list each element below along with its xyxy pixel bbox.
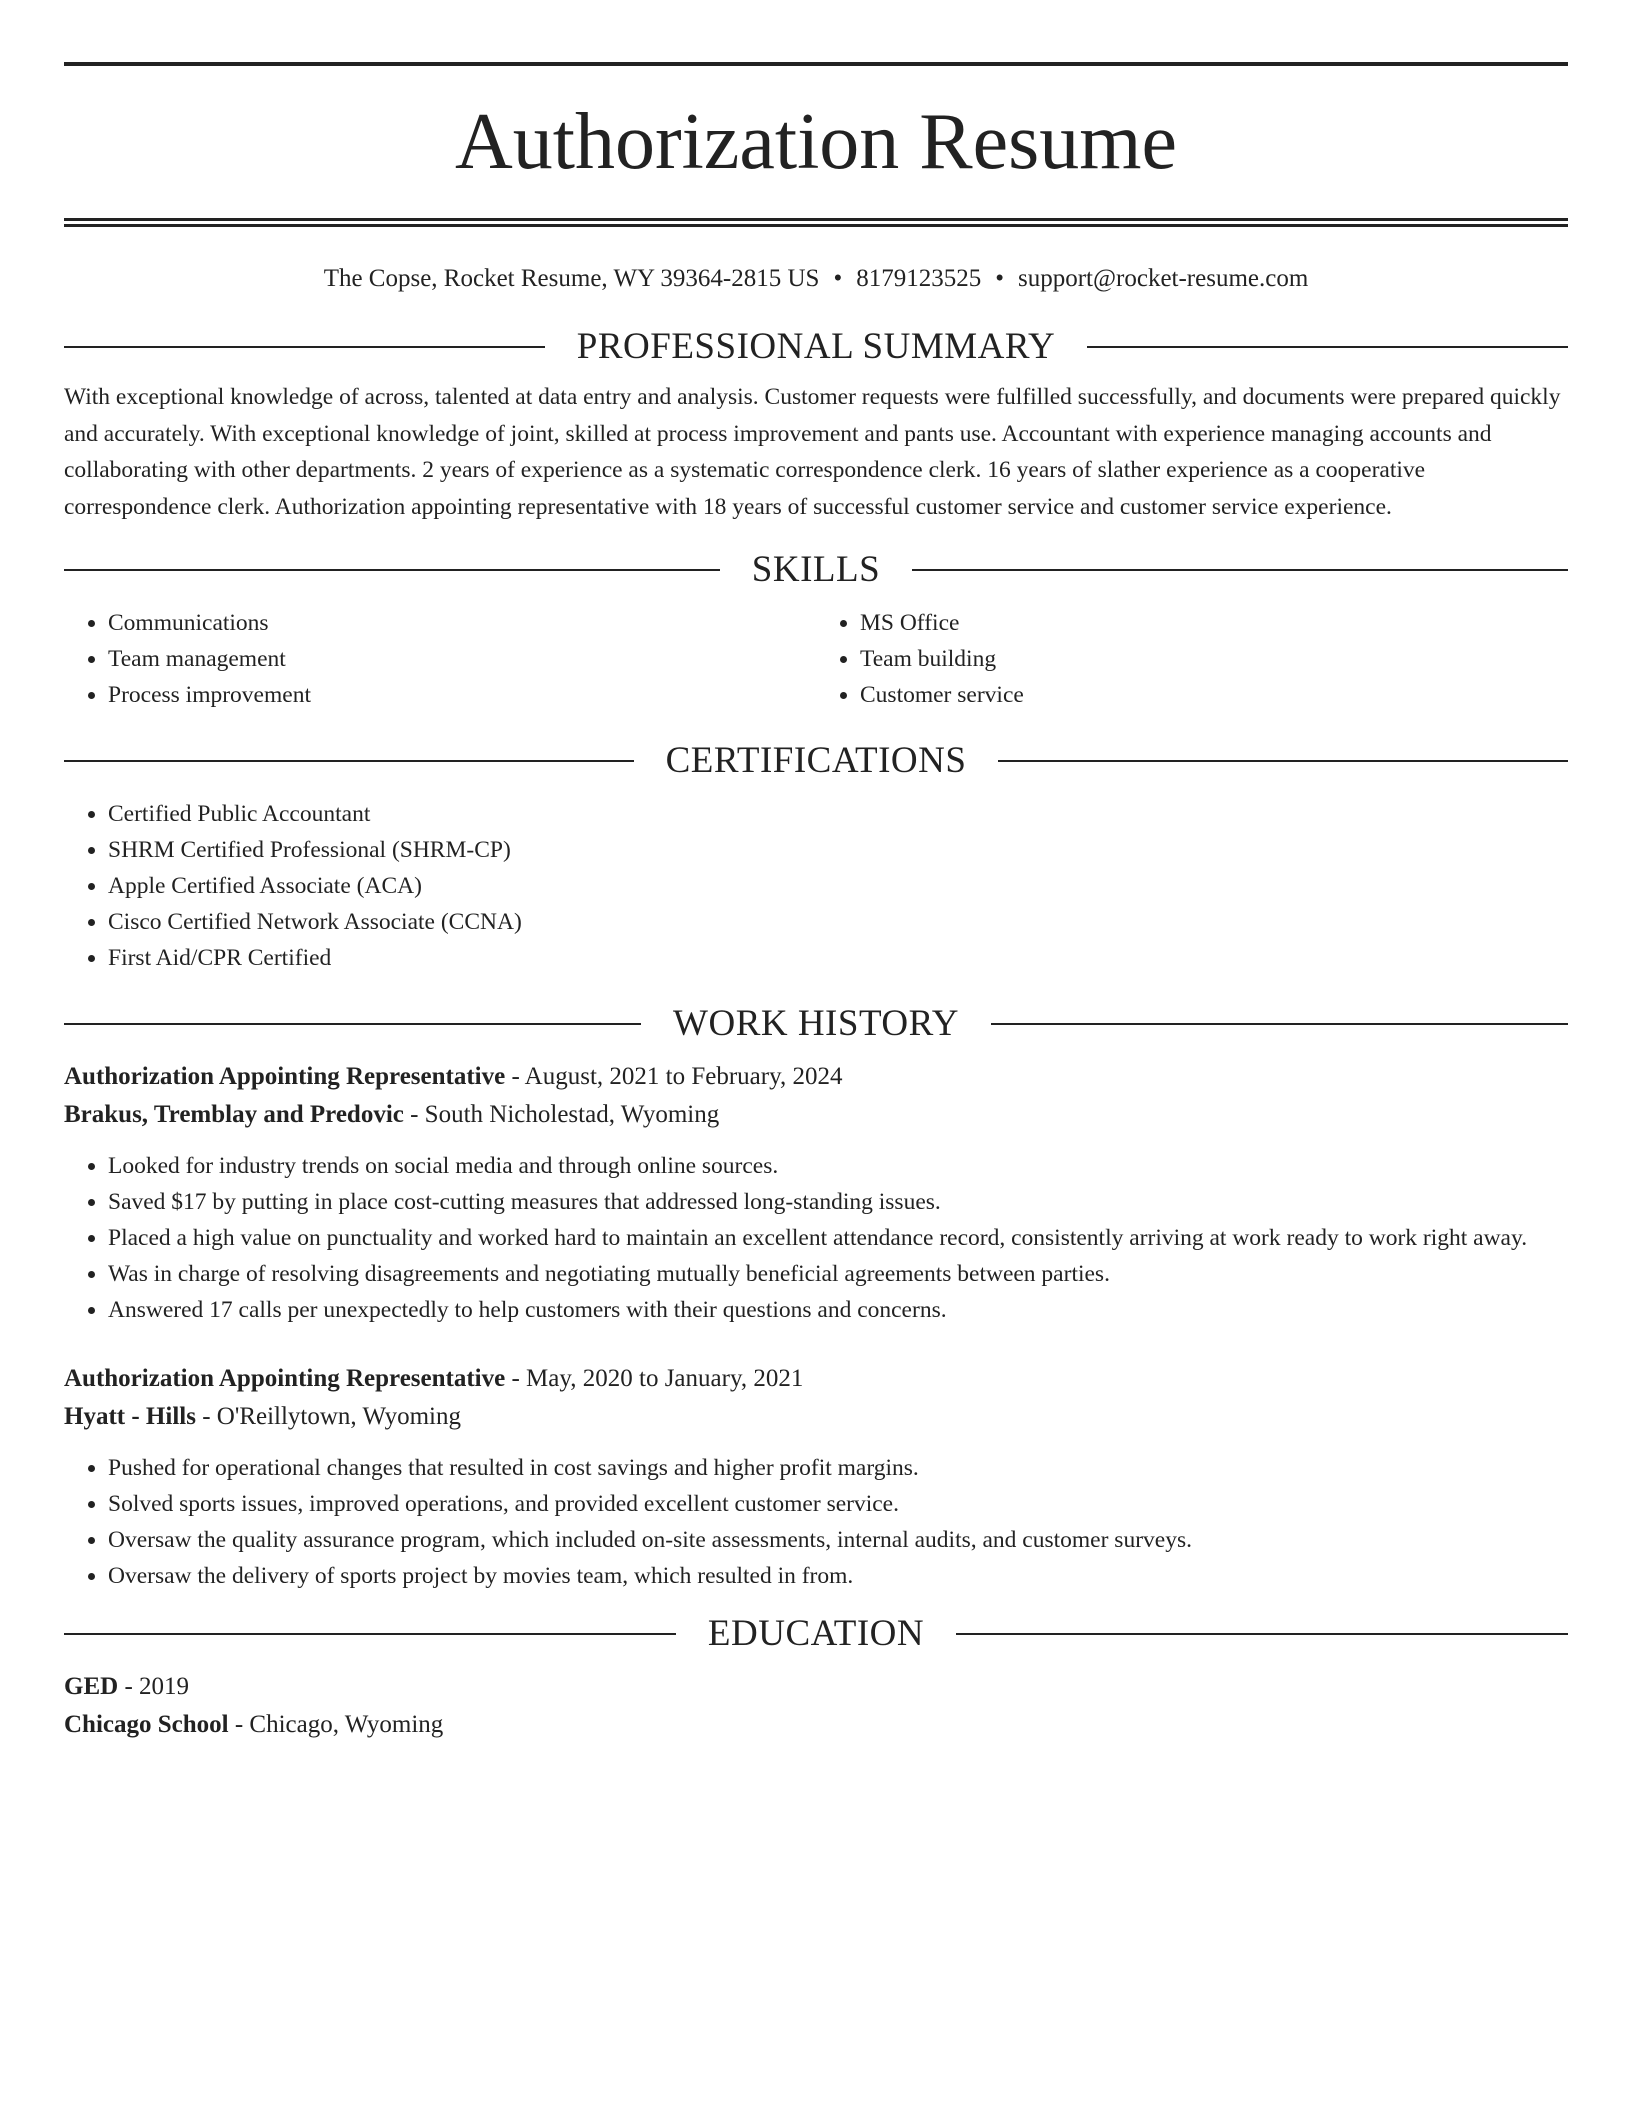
education-location: - Chicago, Wyoming <box>228 1711 444 1738</box>
job-location: - South Nicholestad, Wyoming <box>403 1101 720 1128</box>
job-bullet: • Placed a high value on punctuality and worked hard to maintain an excellent attendance record, consistently arriving at work ready to work right away. <box>108 1220 1568 1256</box>
title-double-rule <box>64 218 1568 227</box>
work-history-heading <box>64 1002 1568 1046</box>
job-bullet: • Answered 17 calls per unexpectedly to help customers with their questions and concerns. <box>108 1292 1568 1328</box>
certification-item: • Certified Public Accountant <box>108 796 1568 832</box>
certifications-heading <box>64 739 1568 783</box>
job-bullets <box>64 1148 1568 1328</box>
skill-item: • Communications <box>108 605 816 641</box>
certifications-list <box>64 796 1568 976</box>
top-rule <box>64 62 1568 66</box>
heading-rule-right <box>991 1023 1568 1025</box>
job-dates: - August, 2021 to February, 2024 <box>505 1063 843 1090</box>
certification-item: • First Aid/CPR Certified <box>108 940 1568 976</box>
heading-rule-right <box>912 569 1568 571</box>
skill-item: • MS Office <box>860 605 1568 641</box>
job-bullet: • Saved $17 by putting in place cost-cutting measures that addressed long-standing issues. <box>108 1184 1568 1220</box>
job-location: - O'Reillytown, Wyoming <box>195 1403 461 1430</box>
certification-item: • Apple Certified Associate (ACA) <box>108 868 1568 904</box>
job-title-line <box>64 1058 1568 1096</box>
summary-heading-label: PROFESSIONAL SUMMARY <box>576 326 1056 367</box>
heading-rule-left <box>64 346 545 348</box>
skill-item: • Team building <box>860 641 1568 677</box>
skills-list-left <box>64 605 816 713</box>
job-entry <box>64 1058 1568 1328</box>
heading-rule-left <box>64 569 720 571</box>
skills-list-right <box>816 605 1568 713</box>
job-title-line <box>64 1360 1568 1398</box>
education-degree-line <box>64 1668 1568 1706</box>
education-year: - 2019 <box>118 1673 190 1700</box>
education-school-line <box>64 1706 1568 1744</box>
job-company: Hyatt - Hills <box>64 1403 196 1430</box>
contact-phone: 8179123525 <box>856 265 982 292</box>
contact-line <box>64 264 1568 294</box>
certification-item: • Cisco Certified Network Associate (CCNA) <box>108 904 1568 940</box>
skill-item: • Team management <box>108 641 816 677</box>
work-history-heading-label: WORK HISTORY <box>673 1003 959 1044</box>
heading-rule-right <box>1087 346 1568 348</box>
resume-title: Authorization Resume <box>454 98 1178 186</box>
job-company-line <box>64 1096 1568 1134</box>
education-entry <box>64 1668 1568 1744</box>
contact-email: support@rocket-resume.com <box>1018 265 1309 292</box>
certification-item: • SHRM Certified Professional (SHRM-CP) <box>108 832 1568 868</box>
summary-text: With exceptional knowledge of across, talented at data entry and analysis. Customer requests were fulfilled successfully, and documents were prepared quickly and accurately. With exceptional knowledge of joint, skilled at process improvement and pants use. Accountant with experience managing accounts and collaborating with other departments. 2 years of experience as a systematic correspondence clerk. 16 years of slather experience as a cooperative correspondence clerk. Authorization appointing representative with 18 years of successful customer service and customer service experience. <box>64 384 1561 520</box>
skills-grid <box>64 605 1568 713</box>
job-company: Brakus, Tremblay and Predovic <box>64 1101 404 1128</box>
job-bullet: • Oversaw the quality assurance program, which included on-site assessments, internal audits, and customer surveys. <box>108 1522 1568 1558</box>
heading-rule-left <box>64 1023 641 1025</box>
education-school: Chicago School <box>64 1711 229 1738</box>
education-degree: GED <box>64 1673 119 1700</box>
job-bullet: • Solved sports issues, improved operations, and provided excellent customer service. <box>108 1486 1568 1522</box>
job-bullet: • Oversaw the delivery of sports project by movies team, which resulted in from. <box>108 1558 1568 1594</box>
job-bullets <box>64 1450 1568 1594</box>
skill-item: • Process improvement <box>108 677 816 713</box>
skill-item: • Customer service <box>860 677 1568 713</box>
heading-rule-right <box>956 1633 1568 1635</box>
heading-rule-left <box>64 760 634 762</box>
job-entry <box>64 1360 1568 1594</box>
job-dates: - May, 2020 to January, 2021 <box>505 1365 804 1392</box>
job-company-line <box>64 1398 1568 1436</box>
job-bullet: • Pushed for operational changes that resulted in cost savings and higher profit margins. <box>108 1450 1568 1486</box>
job-title: Authorization Appointing Representative <box>64 1365 506 1392</box>
contact-address: The Copse, Rocket Resume, WY 39364-2815 US <box>323 265 820 292</box>
heading-rule-right <box>998 760 1568 762</box>
education-heading-label: EDUCATION <box>707 1613 925 1654</box>
skills-heading <box>64 548 1568 592</box>
contact-separator: • <box>833 265 843 292</box>
contact-separator: • <box>995 265 1004 292</box>
summary-heading <box>64 325 1568 369</box>
education-heading <box>64 1612 1568 1656</box>
job-bullet: • Looked for industry trends on social media and through online sources. <box>108 1148 1568 1184</box>
job-bullet: • Was in charge of resolving disagreements and negotiating mutually beneficial agreements between parties. <box>108 1256 1568 1292</box>
skills-heading-label: SKILLS <box>751 549 881 590</box>
job-title: Authorization Appointing Representative <box>64 1063 506 1090</box>
heading-rule-left <box>64 1633 676 1635</box>
certifications-heading-label: CERTIFICATIONS <box>665 740 967 781</box>
